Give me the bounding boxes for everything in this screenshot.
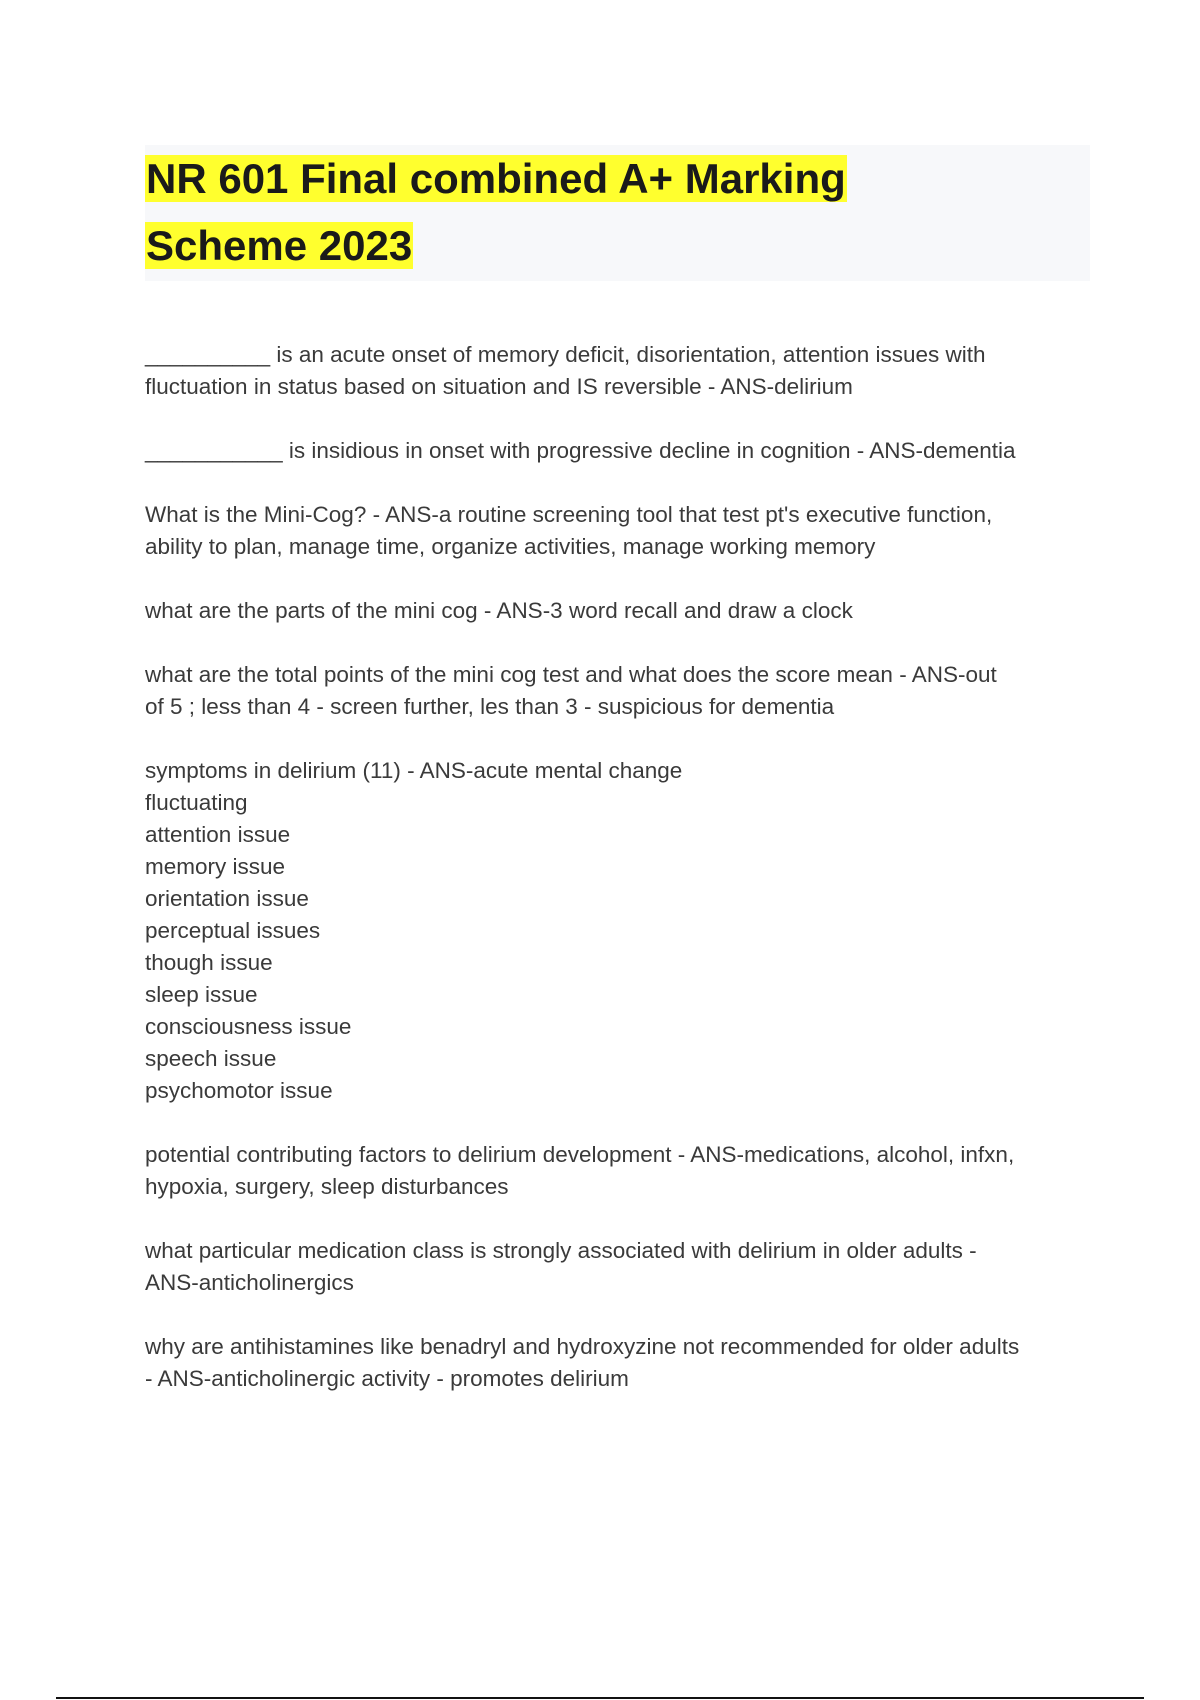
title-line-2: Scheme 2023 — [146, 222, 413, 269]
page-bottom-rule — [56, 1697, 1144, 1699]
qa-line: why are antihistamines like benadryl and hydroxyzine not recommended for older adults — [145, 1334, 1020, 1359]
qa-line: __________ is an acute onset of memory deficit, disorientation, attention issues with — [145, 342, 986, 367]
qa-line: orientation issue — [145, 886, 309, 911]
qa-line: - ANS-anticholinergic activity - promotes delirium — [145, 1366, 629, 1391]
qa-line: hypoxia, surgery, sleep disturbances — [145, 1174, 509, 1199]
qa-line: of 5 ; less than 4 - screen further, les than 3 - suspicious for dementia — [145, 694, 835, 719]
qa-entry — [145, 435, 1105, 467]
qa-entry — [145, 339, 1105, 403]
qa-entry — [145, 595, 1105, 627]
qa-line: fluctuation in status based on situation and IS reversible - ANS-delirium — [145, 374, 853, 399]
qa-entry — [145, 755, 1105, 1107]
qa-entry — [145, 1235, 1105, 1299]
title-block — [145, 145, 1090, 281]
page-title — [145, 145, 945, 279]
qa-line: What is the Mini-Cog? - ANS-a routine screening tool that test pt's executive function, — [145, 502, 993, 527]
qa-line: ANS-anticholinergics — [145, 1270, 354, 1295]
qa-line: symptoms in delirium (11) - ANS-acute mental change — [145, 758, 683, 783]
title-line-1: NR 601 Final combined A+ Marking — [146, 155, 846, 202]
qa-line: attention issue — [145, 822, 291, 847]
qa-line: sleep issue — [145, 982, 258, 1007]
qa-line: though issue — [145, 950, 273, 975]
qa-line: speech issue — [145, 1046, 277, 1071]
qa-line: perceptual issues — [145, 918, 321, 943]
qa-entry — [145, 1331, 1105, 1395]
qa-line: potential contributing factors to delirium development - ANS-medications, alcohol, infxn, — [145, 1142, 1015, 1167]
qa-list — [145, 339, 1105, 1427]
qa-line: consciousness issue — [145, 1014, 352, 1039]
qa-entry — [145, 499, 1105, 563]
qa-line: memory issue — [145, 854, 286, 879]
qa-line: ability to plan, manage time, organize activities, manage working memory — [145, 534, 876, 559]
qa-entry — [145, 659, 1105, 723]
qa-line: fluctuating — [145, 790, 248, 815]
qa-line: what particular medication class is strongly associated with delirium in older adults - — [145, 1238, 977, 1263]
qa-line: ___________ is insidious in onset with progressive decline in cognition - ANS-dementia — [145, 438, 1016, 463]
qa-line: what are the total points of the mini cog test and what does the score mean - ANS-out — [145, 662, 997, 687]
qa-line: psychomotor issue — [145, 1078, 333, 1103]
qa-entry — [145, 1139, 1105, 1203]
qa-line: what are the parts of the mini cog - ANS-3 word recall and draw a clock — [145, 598, 853, 623]
